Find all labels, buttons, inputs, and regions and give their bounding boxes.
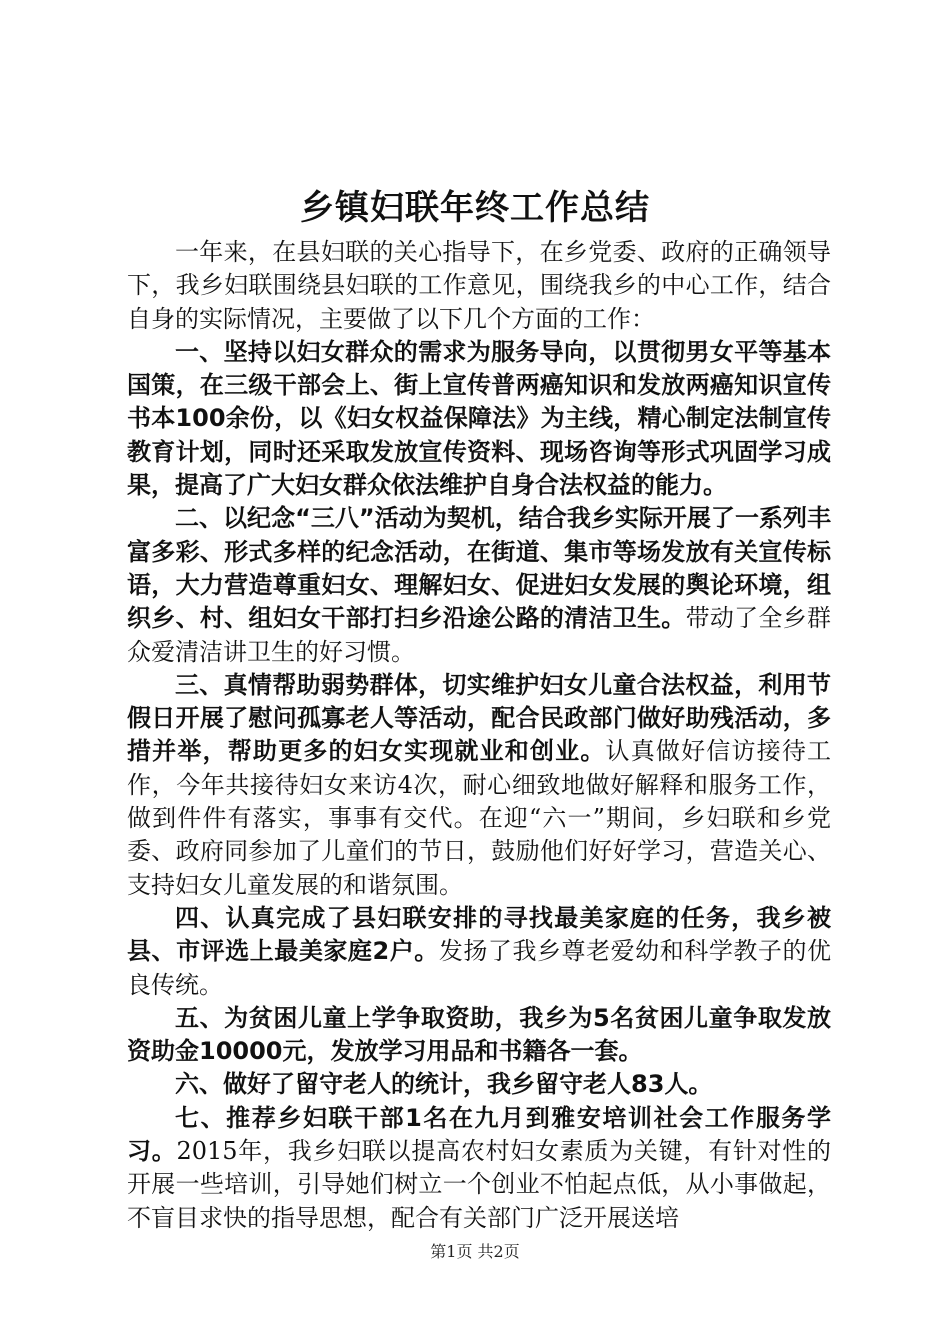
- body-paragraph: [127, 902, 831, 1002]
- paragraph-text: 三、真情帮助弱势群体，切实维护妇女儿童合法权益，利用节假日开展了慰问孤寡老人等活动，配合民政部门做好助残活动，多措并举，帮助更多的妇女实现就业和创业。: [127, 670, 831, 766]
- paragraph-text: 六、做好了留守老人的统计，我乡留守老人83人。: [175, 1070, 713, 1099]
- paragraph-text: 五、为贫困儿童上学争取资助，我乡为5名贫困儿童争取发放资助金10000元，发放学习用品和书籍各一套。: [127, 1003, 831, 1066]
- document-title: 乡镇妇联年终工作总结: [300, 188, 650, 228]
- paragraph-text: 七、推荐乡妇联干部1名在九月到雅安培训社会工作服务学习。: [127, 1103, 831, 1166]
- body-paragraph: [127, 236, 831, 336]
- paragraph-text: 带动了全乡群众爱清洁讲卫生的好习惯。: [127, 604, 832, 666]
- paragraph-text: 四、认真完成了县妇联安排的寻找最美家庭的任务，我乡被县、市评选上最美家庭2户。: [127, 903, 831, 966]
- body-paragraph: [127, 1102, 831, 1235]
- document-body: [127, 236, 831, 1235]
- body-paragraph: [127, 669, 831, 902]
- paragraph-text: 一、坚持以妇女群众的需求为服务导向，以贯彻男女平等基本国策，在三级干部会上、街上宣传普两癌知识和发放两癌知识宣传书本100余份，以《妇女权益保障法》为主线，精心制定法制宣传教育计划，同时还采取发放宣传资料、现场咨询等形式巩固学习成果，提高了广大妇女群众依法维护自身合法权益的能力。: [127, 337, 831, 500]
- page-footer: 第1页 共2页: [430, 1242, 520, 1261]
- body-paragraph: [127, 1068, 831, 1101]
- paragraph-text: 认真做好信访接待工作，今年共接待妇女来访4次，耐心细致地做好解释和服务工作，做到件件有落实，事事有交代。在迎“六一”期间，乡妇联和乡党委、政府同参加了儿童们的节日，鼓励他们好好学习，营造关心、支持妇女儿童发展的和谐氛围。: [127, 737, 832, 899]
- paragraph-text: 二、以纪念“三八”活动为契机，结合我乡实际开展了一系列丰富多彩、形式多样的纪念活动，在街道、集市等场发放有关宣传标语，大力营造尊重妇女、理解妇女、促进妇女发展的舆论环境，组织乡、村、组妇女干部打扫乡沿途公路的清洁卫生。: [127, 504, 831, 633]
- paragraph-text: 发扬了我乡尊老爱幼和科学教子的优良传统。: [127, 937, 832, 999]
- paragraph-text: 2015年，我乡妇联以提高农村妇女素质为关键，有针对性的开展一些培训，引导她们树立一个创业不怕起点低，从小事做起，不盲目求快的指导思想，配合有关部门广泛开展送培: [127, 1137, 832, 1232]
- body-paragraph: [127, 502, 831, 668]
- body-paragraph: [127, 1002, 831, 1069]
- body-paragraph: [127, 336, 831, 502]
- paragraph-text: 一年来，在县妇联的关心指导下，在乡党委、政府的正确领导下，我乡妇联围绕县妇联的工作意见，围绕我乡的中心工作，结合自身的实际情况，主要做了以下几个方面的工作：: [127, 238, 831, 333]
